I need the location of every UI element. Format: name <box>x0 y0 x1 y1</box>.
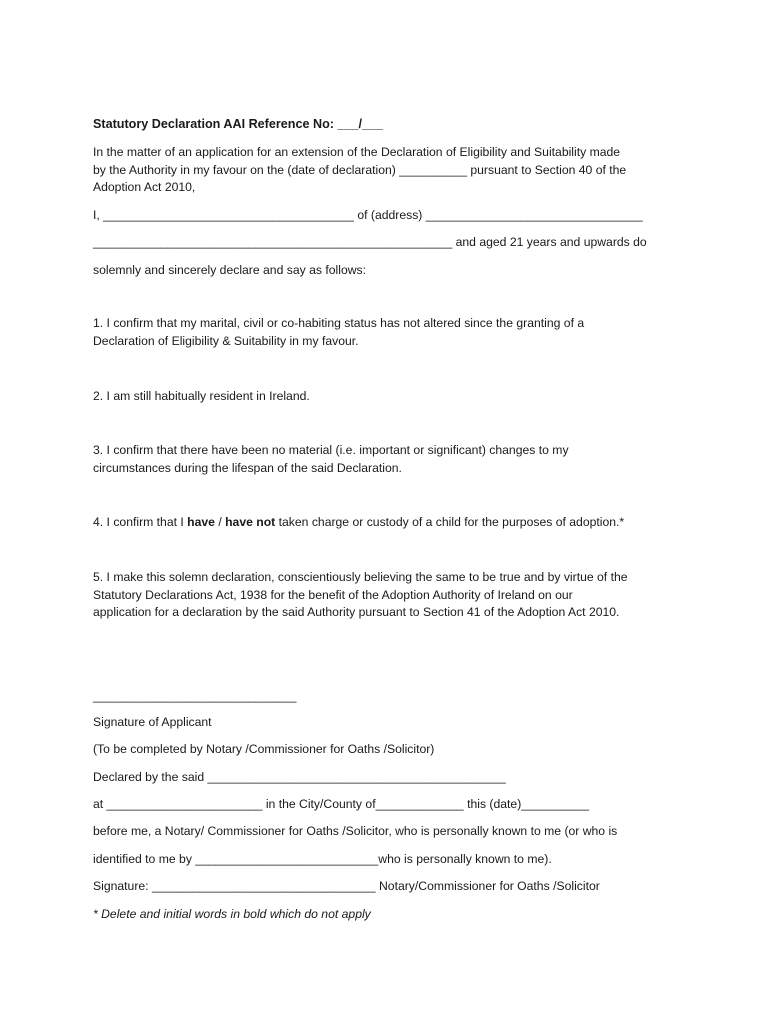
notary-instruction: (To be completed by Notary /Commissioner for Oaths /Solicitor) <box>93 742 435 756</box>
address-continuation-line: _____________________________________________________ and aged 21 years and upwards do <box>93 235 647 249</box>
applicant-signature-line: ______________________________ <box>93 689 297 703</box>
notary-signature-line: Signature: _________________________________ Notary/Commissioner for Oaths /Solicitor <box>93 879 600 893</box>
item4-have-bold: have <box>187 515 215 529</box>
before-me-line: before me, a Notary/ Commissioner for Oaths /Solicitor, who is personally known to me (or who is <box>93 824 618 838</box>
item4-have-not-bold: have not <box>225 515 276 529</box>
declaration-item-4 <box>93 514 624 532</box>
intro-paragraph: In the matter of an application for an extension of the Declaration of Eligibility and Suitability made by the Authority in my favour on the (date of declaration) __________ pursuant to Section 40 of the Adoption Act 2010, <box>93 145 627 194</box>
declaration-item-5: 5. I make this solemn declaration, conscientiously believing the same to be true and by virtue of the Statutory Declarations Act, 1938 for the benefit of the Adoption Authority of Ireland on our application for a declaration by the said Authority pursuant to Section 41 of the Adoption Act 2010. <box>93 570 628 619</box>
item4-suffix: taken charge or custody of a child for the purposes of adoption.* <box>275 515 625 529</box>
item4-prefix: 4. I confirm that I <box>93 515 188 529</box>
signature-of-applicant-label: Signature of Applicant <box>93 715 212 729</box>
identified-by-line: identified to me by ___________________________who is personally known to me). <box>93 852 552 866</box>
declaration-item-2: 2. I am still habitually resident in Ireland. <box>93 389 310 403</box>
item4-slash: / <box>214 515 226 529</box>
declaration-item-1: 1. I confirm that my marital, civil or co-habiting status has not altered since the granting of a Declaration of Eligibility & Suitability in my favour. <box>93 316 585 348</box>
document-title: Statutory Declaration AAI Reference No: ___/___ <box>93 117 383 131</box>
solemn-declaration-line: solemnly and sincerely declare and say as follows: <box>93 263 366 277</box>
location-date-line: at _______________________ in the City/County of_____________ this (date)__________ <box>93 797 590 811</box>
declaration-item-3: 3. I confirm that there have been no material (i.e. important or significant) changes to my circumstances during the lifespan of the said Declaration. <box>93 443 569 475</box>
footnote: * Delete and initial words in bold which do not apply <box>93 907 371 921</box>
declarant-name-address-line: I, _____________________________________ of (address) ________________________________ <box>93 208 643 222</box>
declared-by-line: Declared by the said ____________________________________________ <box>93 770 506 784</box>
